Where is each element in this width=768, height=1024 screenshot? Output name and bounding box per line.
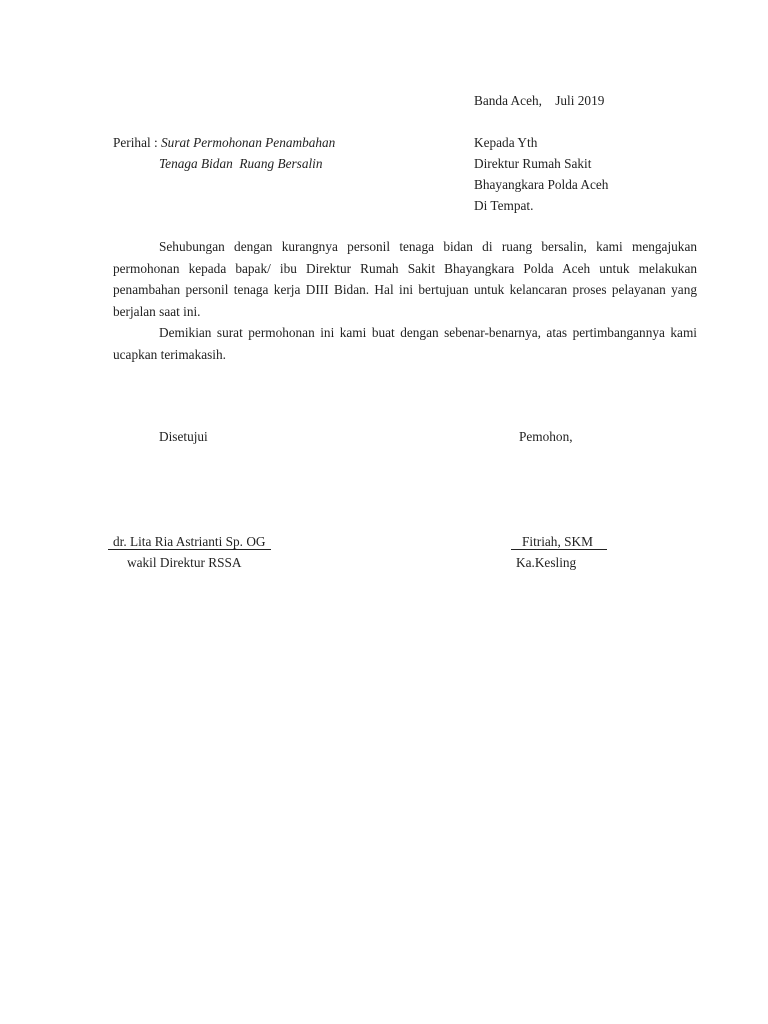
recipient-line: Bhayangkara Polda Aceh: [474, 177, 609, 192]
left-signatory-title: wakil Direktur RSSA: [127, 555, 242, 570]
left-signatory-name: dr. Lita Ria Astrianti Sp. OG: [108, 534, 271, 550]
subject-line-1: [113, 132, 335, 153]
subject-text-2: Tenaga Bidan Ruang Bersalin: [159, 156, 323, 171]
letter-body: [113, 236, 697, 365]
place-date: Banda Aceh, Juli 2019: [474, 93, 605, 108]
body-paragraph: Demikian surat permohonan ini kami buat dengan sebenar-benarnya, atas pertimbangannya kami ucapkan terimakasih.: [113, 325, 697, 362]
recipient-line: Di Tempat.: [474, 198, 534, 213]
body-paragraph: Sehubungan dengan kurangnya personil tenaga bidan di ruang bersalin, kami mengajukan permohonan kepada bapak/ ibu Direktur Rumah Sakit Bhayangkara Polda Aceh untuk melakukan penambahan personil tenaga kerja DIII Bidan. Hal ini bertujuan untuk kelancaran proses pelayanan yang berjalan saat ini.: [113, 239, 697, 319]
left-sign-heading: Disetujui: [159, 429, 208, 444]
recipient-line: Kepada Yth: [474, 135, 538, 150]
right-sign-heading: Pemohon,: [519, 429, 573, 444]
subject-text-1: Surat Permohonan Penambahan: [161, 135, 336, 150]
recipient-line: Direktur Rumah Sakit: [474, 156, 592, 171]
right-signatory-name: Fitriah, SKM: [511, 534, 607, 550]
right-signatory-title: Ka.Kesling: [516, 555, 577, 570]
subject-label: Perihal :: [113, 135, 162, 150]
